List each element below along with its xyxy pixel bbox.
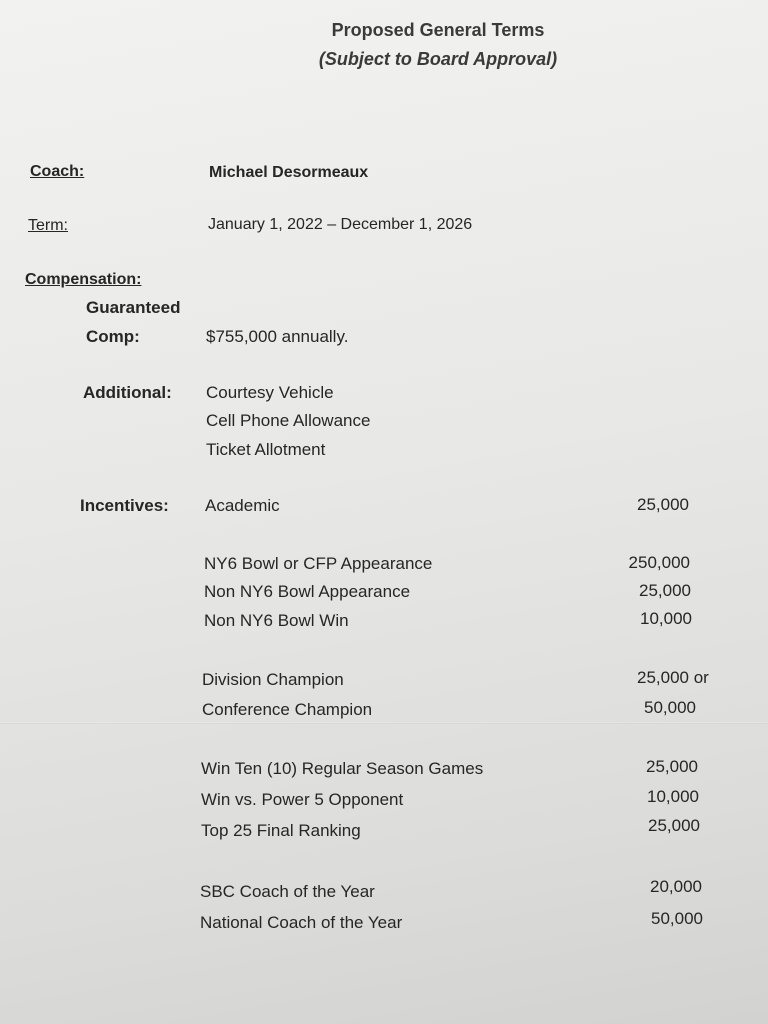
additional-label: Additional: [83, 383, 172, 402]
term-label: Term: [28, 217, 68, 234]
incentive-name: Win Ten (10) Regular Season Games [201, 759, 484, 778]
incentive-amount: 20,000 [650, 877, 702, 896]
incentive-amount: 25,000 [648, 816, 700, 835]
incentive-name: Top 25 Final Ranking [201, 821, 361, 840]
additional-item: Ticket Allotment [206, 440, 326, 459]
incentive-name: Win vs. Power 5 Opponent [201, 790, 404, 809]
additional-item: Courtesy Vehicle [206, 383, 334, 402]
coach-label: Coach: [30, 163, 85, 180]
incentive-amount: 10,000 [640, 609, 692, 628]
incentive-amount: 50,000 [651, 909, 703, 928]
paper-fold-line [0, 722, 768, 724]
additional-item: Cell Phone Allowance [206, 411, 371, 430]
incentive-name: SBC Coach of the Year [200, 882, 375, 901]
guaranteed-label-line1: Guaranteed [86, 298, 181, 317]
incentive-name: Division Champion [202, 670, 344, 689]
incentive-name: Non NY6 Bowl Appearance [204, 582, 411, 601]
incentive-amount: 25,000 [637, 495, 689, 514]
incentive-name: NY6 Bowl or CFP Appearance [204, 554, 433, 573]
document-subtitle: (Subject to Board Approval) [318, 49, 558, 69]
incentive-name: Non NY6 Bowl Win [204, 611, 349, 630]
incentive-amount: 10,000 [647, 787, 699, 806]
compensation-label: Compensation: [25, 271, 142, 288]
incentive-amount: 250,000 [628, 553, 690, 572]
incentive-amount: 25,000 or [637, 668, 709, 687]
incentive-amount: 25,000 [639, 581, 691, 600]
incentive-name: Academic [205, 496, 280, 515]
incentive-name: Conference Champion [202, 700, 373, 719]
term-value: January 1, 2022 – December 1, 2026 [208, 216, 473, 233]
incentive-amount: 50,000 [644, 698, 696, 717]
coach-name: Michael Desormeaux [209, 164, 369, 181]
incentive-name: National Coach of the Year [200, 913, 403, 932]
incentives-label: Incentives: [80, 496, 169, 515]
guaranteed-label-line2: Comp: [86, 327, 140, 346]
document-title: Proposed General Terms [331, 20, 545, 40]
incentive-amount: 25,000 [646, 757, 698, 776]
guaranteed-comp-value: $755,000 annually. [206, 327, 349, 346]
